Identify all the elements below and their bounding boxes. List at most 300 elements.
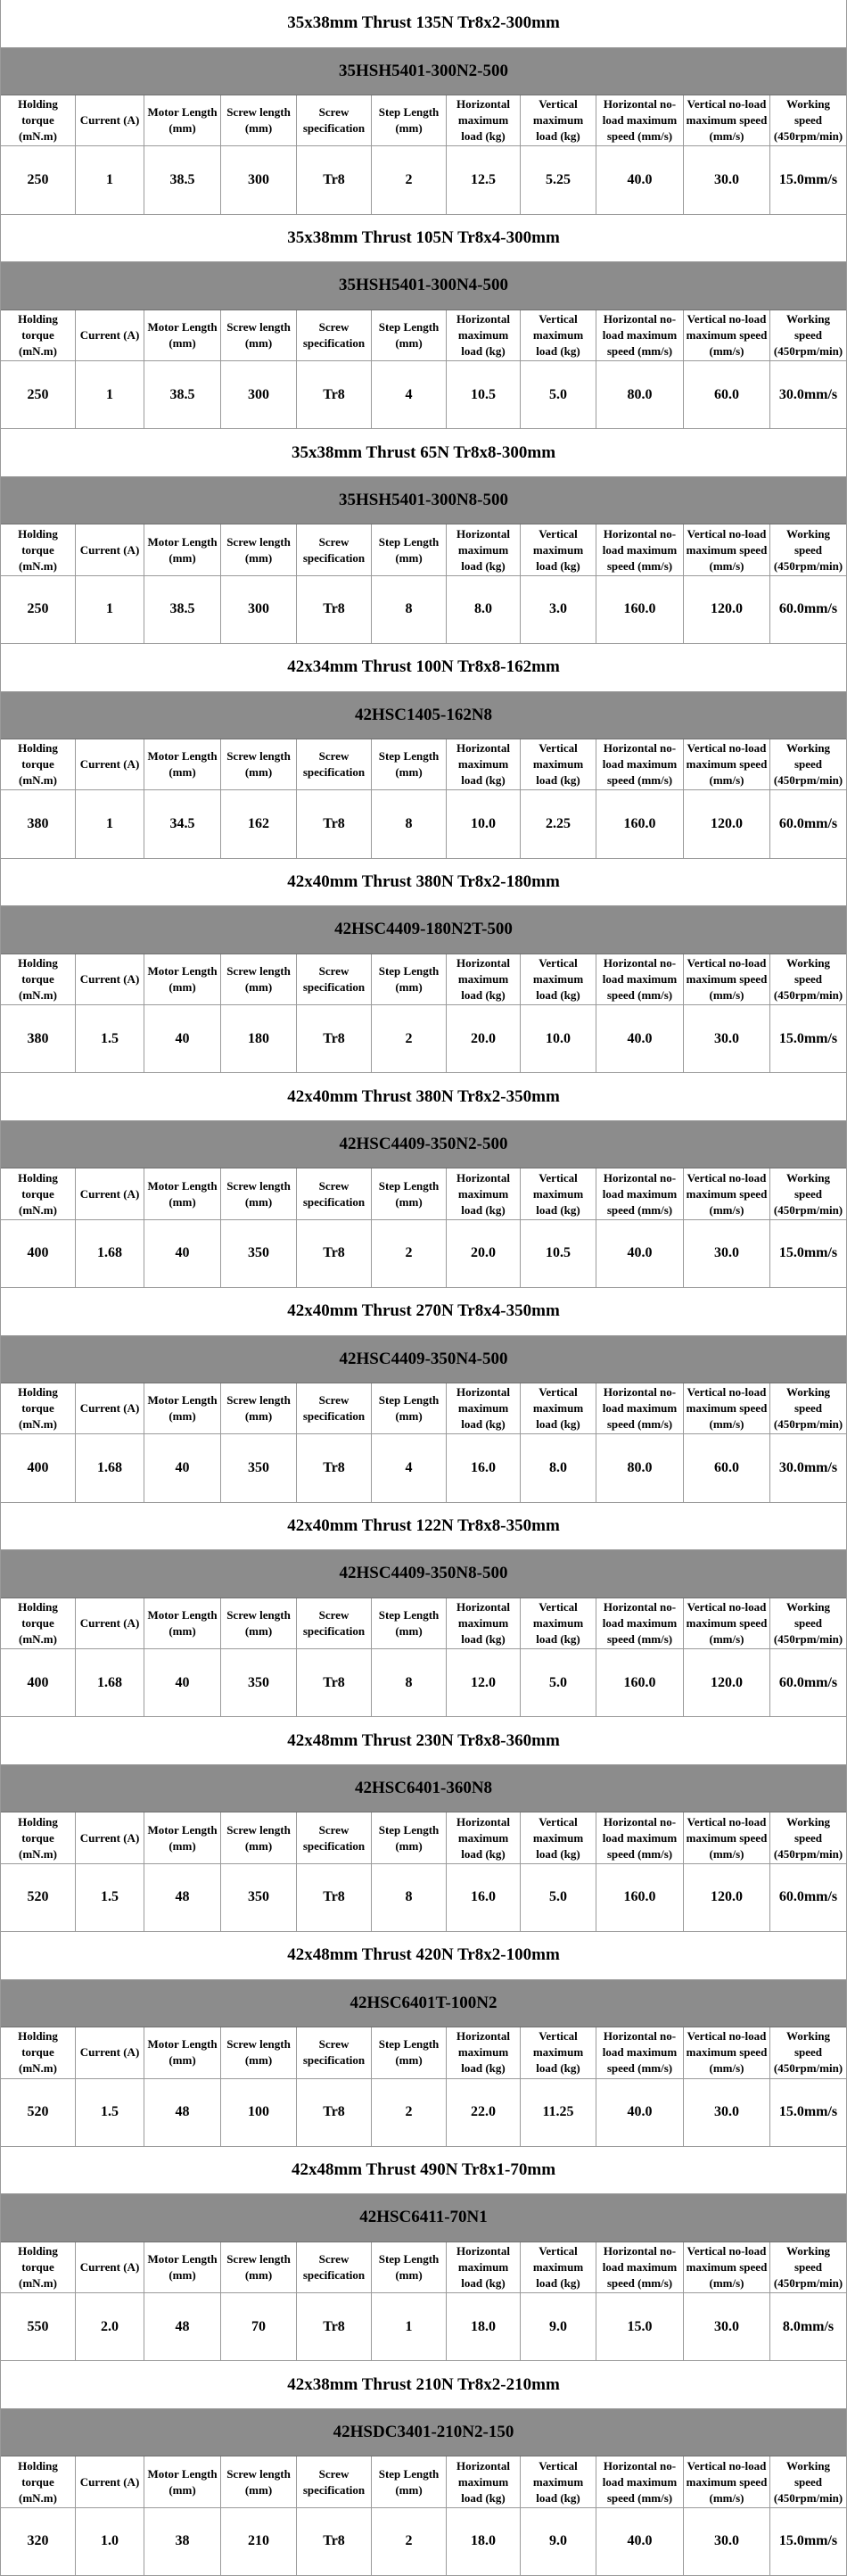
product-title: 35x38mm Thrust 135N Tr8x2-300mm <box>1 0 846 48</box>
model-number: 35HSH5401-300N2-500 <box>1 48 846 96</box>
spec-table <box>1 1598 846 1718</box>
motor-length-header: Motor Length (mm) <box>144 310 221 360</box>
spec-table <box>1 2027 846 2147</box>
vertical-max-load-header: Vertical maximum load (kg) <box>521 2456 596 2506</box>
spec-table <box>1 954 846 1074</box>
screw-specification-value: Tr8 <box>297 1005 372 1072</box>
step-length-value: 2 <box>372 2508 447 2575</box>
horizontal-max-load-header: Horizontal maximum load (kg) <box>447 1812 521 1862</box>
holding-torque-header: Holding torque (mN.m) <box>1 95 76 145</box>
step-length-value: 8 <box>372 1649 447 1716</box>
step-length-value: 2 <box>372 1220 447 1287</box>
step-length-header: Step Length (mm) <box>372 1812 447 1862</box>
holding-torque-value: 380 <box>1 1005 76 1072</box>
screw-specification-header: Screw specification <box>297 739 372 789</box>
product-title: 42x38mm Thrust 210N Tr8x2-210mm <box>1 2361 846 2409</box>
product-title: 42x34mm Thrust 100N Tr8x8-162mm <box>1 644 846 692</box>
screw-specification-value: Tr8 <box>297 2508 372 2575</box>
screw-specification-header: Screw specification <box>297 2456 372 2506</box>
holding-torque-value: 250 <box>1 361 76 428</box>
screw-specification-value: Tr8 <box>297 1649 372 1716</box>
motor-length-header: Motor Length (mm) <box>144 739 221 789</box>
step-length-value: 8 <box>372 576 447 643</box>
product-block <box>1 1073 846 1288</box>
spec-header-row <box>1 739 846 790</box>
motor-length-header: Motor Length (mm) <box>144 1598 221 1648</box>
spec-value-row <box>1 361 846 429</box>
holding-torque-header: Holding torque (mN.m) <box>1 524 76 574</box>
motor-length-value: 38 <box>144 2508 221 2575</box>
current-header: Current (A) <box>76 2027 144 2077</box>
model-number: 42HSC4409-350N4-500 <box>1 1336 846 1384</box>
horizontal-no-load-max-speed-value: 40.0 <box>596 146 684 213</box>
spec-header-row <box>1 1812 846 1863</box>
motor-length-value: 40 <box>144 1220 221 1287</box>
step-length-value: 8 <box>372 1864 447 1931</box>
vertical-max-load-value: 3.0 <box>521 576 596 643</box>
screw-specification-value: Tr8 <box>297 2293 372 2360</box>
product-title: 35x38mm Thrust 105N Tr8x4-300mm <box>1 215 846 263</box>
vertical-max-load-value: 10.5 <box>521 1220 596 1287</box>
model-number: 42HSC1405-162N8 <box>1 692 846 740</box>
working-speed-header: Working speed (450rpm/min) <box>773 2458 843 2505</box>
current-header: Current (A) <box>76 2242 144 2292</box>
current-value: 1 <box>76 576 144 643</box>
working-speed-value: 60.0mm/s <box>778 1889 838 1905</box>
motor-length-header: Motor Length (mm) <box>144 954 221 1004</box>
holding-torque-value: 400 <box>1 1434 76 1501</box>
screw-length-header: Screw length (mm) <box>221 1168 297 1218</box>
motor-length-value: 34.5 <box>144 790 221 857</box>
screw-length-value: 350 <box>221 1220 297 1287</box>
model-number: 42HSC6401T-100N2 <box>1 1980 846 2028</box>
horizontal-no-load-max-speed-header: Horizontal no-load maximum speed (mm/s) <box>596 1598 684 1648</box>
screw-length-value: 210 <box>221 2508 297 2575</box>
horizontal-no-load-max-speed-value: 40.0 <box>596 2508 684 2575</box>
screw-length-value: 180 <box>221 1005 297 1072</box>
screw-specification-value: Tr8 <box>297 146 372 213</box>
spec-header-row <box>1 2027 846 2078</box>
product-block <box>1 215 846 430</box>
spec-value-row <box>1 2293 846 2361</box>
motor-length-header: Motor Length (mm) <box>144 95 221 145</box>
screw-length-header: Screw length (mm) <box>221 1598 297 1648</box>
horizontal-no-load-max-speed-header: Horizontal no-load maximum speed (mm/s) <box>596 310 684 360</box>
screw-length-header: Screw length (mm) <box>221 310 297 360</box>
motor-length-header: Motor Length (mm) <box>144 2027 221 2077</box>
current-header: Current (A) <box>76 2456 144 2506</box>
holding-torque-header: Holding torque (mN.m) <box>1 1812 76 1862</box>
product-title: 42x48mm Thrust 230N Tr8x8-360mm <box>1 1717 846 1765</box>
step-length-header: Step Length (mm) <box>372 524 447 574</box>
working-speed-value: 30.0mm/s <box>778 386 838 402</box>
horizontal-max-load-value: 8.0 <box>447 576 521 643</box>
holding-torque-value: 250 <box>1 146 76 213</box>
product-title: 42x40mm Thrust 270N Tr8x4-350mm <box>1 1288 846 1336</box>
screw-length-value: 100 <box>221 2079 297 2146</box>
motor-length-header: Motor Length (mm) <box>144 1383 221 1433</box>
step-length-value: 2 <box>372 2079 447 2146</box>
current-header: Current (A) <box>76 1598 144 1648</box>
spec-table <box>1 2242 846 2362</box>
horizontal-max-load-value: 22.0 <box>447 2079 521 2146</box>
current-value: 1.68 <box>76 1434 144 1501</box>
screw-specification-header: Screw specification <box>297 310 372 360</box>
vertical-max-load-header: Vertical maximum load (kg) <box>521 95 596 145</box>
vertical-no-load-max-speed-value: 30.0 <box>684 146 770 213</box>
horizontal-no-load-max-speed-value: 160.0 <box>596 1649 684 1716</box>
vertical-no-load-max-speed-header: Vertical no-load maximum speed (mm/s) <box>684 1383 770 1433</box>
current-value: 1 <box>76 146 144 213</box>
spec-table <box>1 1812 846 1932</box>
holding-torque-header: Holding torque (mN.m) <box>1 954 76 1004</box>
vertical-no-load-max-speed-value: 30.0 <box>684 2079 770 2146</box>
screw-length-header: Screw length (mm) <box>221 1812 297 1862</box>
spec-header-row <box>1 95 846 146</box>
horizontal-no-load-max-speed-value: 40.0 <box>596 2079 684 2146</box>
screw-specification-value: Tr8 <box>297 576 372 643</box>
current-header: Current (A) <box>76 310 144 360</box>
vertical-max-load-value: 9.0 <box>521 2293 596 2360</box>
horizontal-max-load-header: Horizontal maximum load (kg) <box>447 1168 521 1218</box>
spec-header-row <box>1 954 846 1005</box>
product-block <box>1 1288 846 1503</box>
step-length-header: Step Length (mm) <box>372 310 447 360</box>
current-value: 1.5 <box>76 2079 144 2146</box>
spec-header-row <box>1 2242 846 2293</box>
vertical-max-load-value: 5.0 <box>521 1864 596 1931</box>
holding-torque-header: Holding torque (mN.m) <box>1 1383 76 1433</box>
spec-value-row <box>1 146 846 214</box>
spec-header-row <box>1 1598 846 1649</box>
spec-value-row <box>1 2508 846 2576</box>
vertical-no-load-max-speed-header: Vertical no-load maximum speed (mm/s) <box>684 954 770 1004</box>
horizontal-no-load-max-speed-value: 160.0 <box>596 576 684 643</box>
screw-length-value: 70 <box>221 2293 297 2360</box>
screw-specification-value: Tr8 <box>297 1864 372 1931</box>
current-header: Current (A) <box>76 1168 144 1218</box>
model-number: 42HSC4409-180N2T-500 <box>1 906 846 954</box>
spec-table <box>1 95 846 215</box>
holding-torque-header: Holding torque (mN.m) <box>1 2027 76 2077</box>
horizontal-max-load-value: 12.5 <box>447 146 521 213</box>
model-number: 42HSC6411-70N1 <box>1 2194 846 2242</box>
motor-length-header: Motor Length (mm) <box>144 1168 221 1218</box>
vertical-max-load-header: Vertical maximum load (kg) <box>521 2027 596 2077</box>
horizontal-max-load-header: Horizontal maximum load (kg) <box>447 739 521 789</box>
product-block <box>1 0 846 215</box>
vertical-max-load-value: 11.25 <box>521 2079 596 2146</box>
holding-torque-header: Holding torque (mN.m) <box>1 2242 76 2292</box>
horizontal-no-load-max-speed-value: 15.0 <box>596 2293 684 2360</box>
horizontal-max-load-value: 12.0 <box>447 1649 521 1716</box>
spec-header-row <box>1 1168 846 1219</box>
spec-header-row <box>1 310 846 361</box>
screw-length-value: 350 <box>221 1649 297 1716</box>
product-title: 42x48mm Thrust 490N Tr8x1-70mm <box>1 2147 846 2195</box>
working-speed-header: Working speed (450rpm/min) <box>773 741 843 788</box>
spec-value-row <box>1 1434 846 1502</box>
vertical-max-load-value: 5.0 <box>521 361 596 428</box>
current-value: 2.0 <box>76 2293 144 2360</box>
vertical-max-load-header: Vertical maximum load (kg) <box>521 1383 596 1433</box>
vertical-max-load-header: Vertical maximum load (kg) <box>521 1812 596 1862</box>
working-speed-value: 15.0mm/s <box>778 1245 838 1261</box>
working-speed-header: Working speed (450rpm/min) <box>773 97 843 144</box>
working-speed-header: Working speed (450rpm/min) <box>773 526 843 573</box>
vertical-no-load-max-speed-header: Vertical no-load maximum speed (mm/s) <box>684 1168 770 1218</box>
screw-length-header: Screw length (mm) <box>221 1383 297 1433</box>
motor-length-value: 40 <box>144 1649 221 1716</box>
current-value: 1 <box>76 790 144 857</box>
horizontal-max-load-value: 16.0 <box>447 1434 521 1501</box>
model-number: 42HSC4409-350N8-500 <box>1 1550 846 1598</box>
screw-specification-header: Screw specification <box>297 954 372 1004</box>
working-speed-header: Working speed (450rpm/min) <box>773 955 843 1002</box>
spec-table <box>1 1383 846 1503</box>
current-value: 1.0 <box>76 2508 144 2575</box>
screw-length-value: 300 <box>221 576 297 643</box>
horizontal-max-load-header: Horizontal maximum load (kg) <box>447 1598 521 1648</box>
motor-length-value: 48 <box>144 1864 221 1931</box>
current-header: Current (A) <box>76 1812 144 1862</box>
working-speed-header: Working speed (450rpm/min) <box>773 311 843 358</box>
screw-specification-header: Screw specification <box>297 1812 372 1862</box>
horizontal-no-load-max-speed-header: Horizontal no-load maximum speed (mm/s) <box>596 95 684 145</box>
step-length-header: Step Length (mm) <box>372 2456 447 2506</box>
vertical-no-load-max-speed-header: Vertical no-load maximum speed (mm/s) <box>684 95 770 145</box>
vertical-max-load-value: 10.0 <box>521 1005 596 1072</box>
step-length-header: Step Length (mm) <box>372 95 447 145</box>
screw-specification-header: Screw specification <box>297 1598 372 1648</box>
vertical-no-load-max-speed-value: 120.0 <box>684 1864 770 1931</box>
motor-length-value: 38.5 <box>144 576 221 643</box>
holding-torque-header: Holding torque (mN.m) <box>1 1168 76 1218</box>
horizontal-max-load-header: Horizontal maximum load (kg) <box>447 1383 521 1433</box>
screw-specification-value: Tr8 <box>297 790 372 857</box>
vertical-no-load-max-speed-header: Vertical no-load maximum speed (mm/s) <box>684 2027 770 2077</box>
screw-specification-header: Screw specification <box>297 1168 372 1218</box>
vertical-no-load-max-speed-value: 30.0 <box>684 2508 770 2575</box>
step-length-value: 2 <box>372 1005 447 1072</box>
step-length-value: 4 <box>372 1434 447 1501</box>
holding-torque-header: Holding torque (mN.m) <box>1 1598 76 1648</box>
screw-length-header: Screw length (mm) <box>221 2027 297 2077</box>
screw-specification-header: Screw specification <box>297 2027 372 2077</box>
step-length-header: Step Length (mm) <box>372 2027 447 2077</box>
vertical-max-load-value: 2.25 <box>521 790 596 857</box>
vertical-no-load-max-speed-header: Vertical no-load maximum speed (mm/s) <box>684 739 770 789</box>
working-speed-value: 60.0mm/s <box>778 1674 838 1690</box>
horizontal-no-load-max-speed-header: Horizontal no-load maximum speed (mm/s) <box>596 2456 684 2506</box>
horizontal-no-load-max-speed-header: Horizontal no-load maximum speed (mm/s) <box>596 739 684 789</box>
spec-value-row <box>1 1005 846 1073</box>
screw-length-header: Screw length (mm) <box>221 2242 297 2292</box>
motor-length-value: 48 <box>144 2079 221 2146</box>
product-title: 35x38mm Thrust 65N Tr8x8-300mm <box>1 429 846 477</box>
vertical-max-load-header: Vertical maximum load (kg) <box>521 2242 596 2292</box>
current-value: 1.68 <box>76 1220 144 1287</box>
spec-value-row <box>1 1220 846 1288</box>
horizontal-max-load-value: 18.0 <box>447 2293 521 2360</box>
current-header: Current (A) <box>76 954 144 1004</box>
horizontal-no-load-max-speed-header: Horizontal no-load maximum speed (mm/s) <box>596 1812 684 1862</box>
current-header: Current (A) <box>76 1383 144 1433</box>
horizontal-max-load-value: 16.0 <box>447 1864 521 1931</box>
vertical-max-load-header: Vertical maximum load (kg) <box>521 954 596 1004</box>
working-speed-value: 15.0mm/s <box>778 2104 838 2120</box>
holding-torque-value: 550 <box>1 2293 76 2360</box>
product-title: 42x40mm Thrust 380N Tr8x2-350mm <box>1 1073 846 1121</box>
motor-length-header: Motor Length (mm) <box>144 2456 221 2506</box>
horizontal-no-load-max-speed-header: Horizontal no-load maximum speed (mm/s) <box>596 2242 684 2292</box>
vertical-no-load-max-speed-value: 120.0 <box>684 576 770 643</box>
product-block <box>1 2361 846 2576</box>
working-speed-value: 30.0mm/s <box>778 1460 838 1476</box>
product-title: 42x40mm Thrust 380N Tr8x2-180mm <box>1 859 846 907</box>
horizontal-max-load-value: 10.5 <box>447 361 521 428</box>
horizontal-no-load-max-speed-value: 80.0 <box>596 361 684 428</box>
horizontal-no-load-max-speed-header: Horizontal no-load maximum speed (mm/s) <box>596 524 684 574</box>
horizontal-no-load-max-speed-value: 160.0 <box>596 1864 684 1931</box>
vertical-max-load-header: Vertical maximum load (kg) <box>521 310 596 360</box>
vertical-no-load-max-speed-value: 60.0 <box>684 1434 770 1501</box>
spec-value-row <box>1 2079 846 2147</box>
spec-table <box>1 739 846 859</box>
screw-specification-header: Screw specification <box>297 95 372 145</box>
working-speed-header: Working speed (450rpm/min) <box>773 2243 843 2290</box>
holding-torque-value: 400 <box>1 1220 76 1287</box>
motor-length-value: 38.5 <box>144 146 221 213</box>
screw-length-header: Screw length (mm) <box>221 524 297 574</box>
horizontal-no-load-max-speed-header: Horizontal no-load maximum speed (mm/s) <box>596 1383 684 1433</box>
step-length-value: 2 <box>372 146 447 213</box>
vertical-no-load-max-speed-header: Vertical no-load maximum speed (mm/s) <box>684 1598 770 1648</box>
horizontal-max-load-value: 10.0 <box>447 790 521 857</box>
spec-table <box>1 524 846 644</box>
holding-torque-value: 520 <box>1 2079 76 2146</box>
working-speed-value: 15.0mm/s <box>778 1030 838 1046</box>
working-speed-value: 15.0mm/s <box>778 2533 838 2549</box>
horizontal-no-load-max-speed-value: 40.0 <box>596 1220 684 1287</box>
vertical-max-load-header: Vertical maximum load (kg) <box>521 739 596 789</box>
horizontal-max-load-value: 20.0 <box>447 1005 521 1072</box>
screw-specification-header: Screw specification <box>297 524 372 574</box>
step-length-header: Step Length (mm) <box>372 1598 447 1648</box>
screw-specification-value: Tr8 <box>297 2079 372 2146</box>
screw-length-value: 350 <box>221 1864 297 1931</box>
horizontal-no-load-max-speed-value: 40.0 <box>596 1005 684 1072</box>
screw-specification-value: Tr8 <box>297 1220 372 1287</box>
step-length-header: Step Length (mm) <box>372 1383 447 1433</box>
working-speed-header: Working speed (450rpm/min) <box>773 1385 843 1432</box>
horizontal-no-load-max-speed-header: Horizontal no-load maximum speed (mm/s) <box>596 2027 684 2077</box>
working-speed-value: 60.0mm/s <box>778 601 838 617</box>
step-length-header: Step Length (mm) <box>372 954 447 1004</box>
step-length-header: Step Length (mm) <box>372 1168 447 1218</box>
screw-specification-value: Tr8 <box>297 1434 372 1501</box>
horizontal-max-load-header: Horizontal maximum load (kg) <box>447 310 521 360</box>
screw-specification-header: Screw specification <box>297 2242 372 2292</box>
holding-torque-header: Holding torque (mN.m) <box>1 739 76 789</box>
horizontal-max-load-header: Horizontal maximum load (kg) <box>447 95 521 145</box>
working-speed-value: 60.0mm/s <box>778 816 838 832</box>
vertical-no-load-max-speed-header: Vertical no-load maximum speed (mm/s) <box>684 2242 770 2292</box>
product-block <box>1 429 846 644</box>
horizontal-no-load-max-speed-value: 80.0 <box>596 1434 684 1501</box>
holding-torque-value: 380 <box>1 790 76 857</box>
vertical-max-load-value: 5.25 <box>521 146 596 213</box>
product-block <box>1 859 846 1074</box>
step-length-value: 8 <box>372 790 447 857</box>
horizontal-no-load-max-speed-value: 160.0 <box>596 790 684 857</box>
spec-value-row <box>1 790 846 858</box>
current-value: 1.68 <box>76 1649 144 1716</box>
model-number: 42HSDC3401-210N2-150 <box>1 2409 846 2457</box>
horizontal-max-load-header: Horizontal maximum load (kg) <box>447 2242 521 2292</box>
vertical-no-load-max-speed-value: 60.0 <box>684 361 770 428</box>
model-number: 42HSC6401-360N8 <box>1 1765 846 1813</box>
spec-table <box>1 2456 846 2576</box>
motor-length-value: 48 <box>144 2293 221 2360</box>
vertical-no-load-max-speed-value: 120.0 <box>684 790 770 857</box>
horizontal-no-load-max-speed-header: Horizontal no-load maximum speed (mm/s) <box>596 954 684 1004</box>
spec-value-row <box>1 1649 846 1717</box>
spec-header-row <box>1 2456 846 2507</box>
working-speed-header: Working speed (450rpm/min) <box>773 2029 843 2076</box>
step-length-value: 1 <box>372 2293 447 2360</box>
product-block <box>1 1717 846 1932</box>
spec-value-row <box>1 576 846 644</box>
product-title: 42x48mm Thrust 420N Tr8x2-100mm <box>1 1932 846 1980</box>
vertical-no-load-max-speed-value: 30.0 <box>684 2293 770 2360</box>
current-header: Current (A) <box>76 524 144 574</box>
model-number: 35HSH5401-300N8-500 <box>1 477 846 525</box>
vertical-no-load-max-speed-header: Vertical no-load maximum speed (mm/s) <box>684 2456 770 2506</box>
product-block <box>1 2147 846 2362</box>
model-number: 35HSH5401-300N4-500 <box>1 262 846 310</box>
product-block <box>1 1932 846 2147</box>
screw-length-value: 300 <box>221 361 297 428</box>
holding-torque-header: Holding torque (mN.m) <box>1 310 76 360</box>
working-speed-value: 15.0mm/s <box>778 172 838 188</box>
vertical-max-load-value: 8.0 <box>521 1434 596 1501</box>
horizontal-max-load-header: Horizontal maximum load (kg) <box>447 2027 521 2077</box>
current-value: 1.5 <box>76 1864 144 1931</box>
step-length-header: Step Length (mm) <box>372 2242 447 2292</box>
screw-specification-header: Screw specification <box>297 1383 372 1433</box>
vertical-no-load-max-speed-header: Vertical no-load maximum speed (mm/s) <box>684 310 770 360</box>
current-value: 1.5 <box>76 1005 144 1072</box>
holding-torque-value: 250 <box>1 576 76 643</box>
motor-length-header: Motor Length (mm) <box>144 1812 221 1862</box>
vertical-max-load-header: Vertical maximum load (kg) <box>521 1168 596 1218</box>
current-value: 1 <box>76 361 144 428</box>
horizontal-max-load-header: Horizontal maximum load (kg) <box>447 954 521 1004</box>
spec-value-row <box>1 1864 846 1932</box>
screw-length-value: 300 <box>221 146 297 213</box>
vertical-no-load-max-speed-value: 30.0 <box>684 1005 770 1072</box>
horizontal-max-load-value: 18.0 <box>447 2508 521 2575</box>
product-title: 42x40mm Thrust 122N Tr8x8-350mm <box>1 1503 846 1551</box>
motor-length-value: 38.5 <box>144 361 221 428</box>
motor-length-header: Motor Length (mm) <box>144 2242 221 2292</box>
horizontal-max-load-header: Horizontal maximum load (kg) <box>447 524 521 574</box>
step-length-value: 4 <box>372 361 447 428</box>
screw-length-header: Screw length (mm) <box>221 739 297 789</box>
vertical-no-load-max-speed-header: Vertical no-load maximum speed (mm/s) <box>684 524 770 574</box>
spec-table <box>1 1168 846 1288</box>
